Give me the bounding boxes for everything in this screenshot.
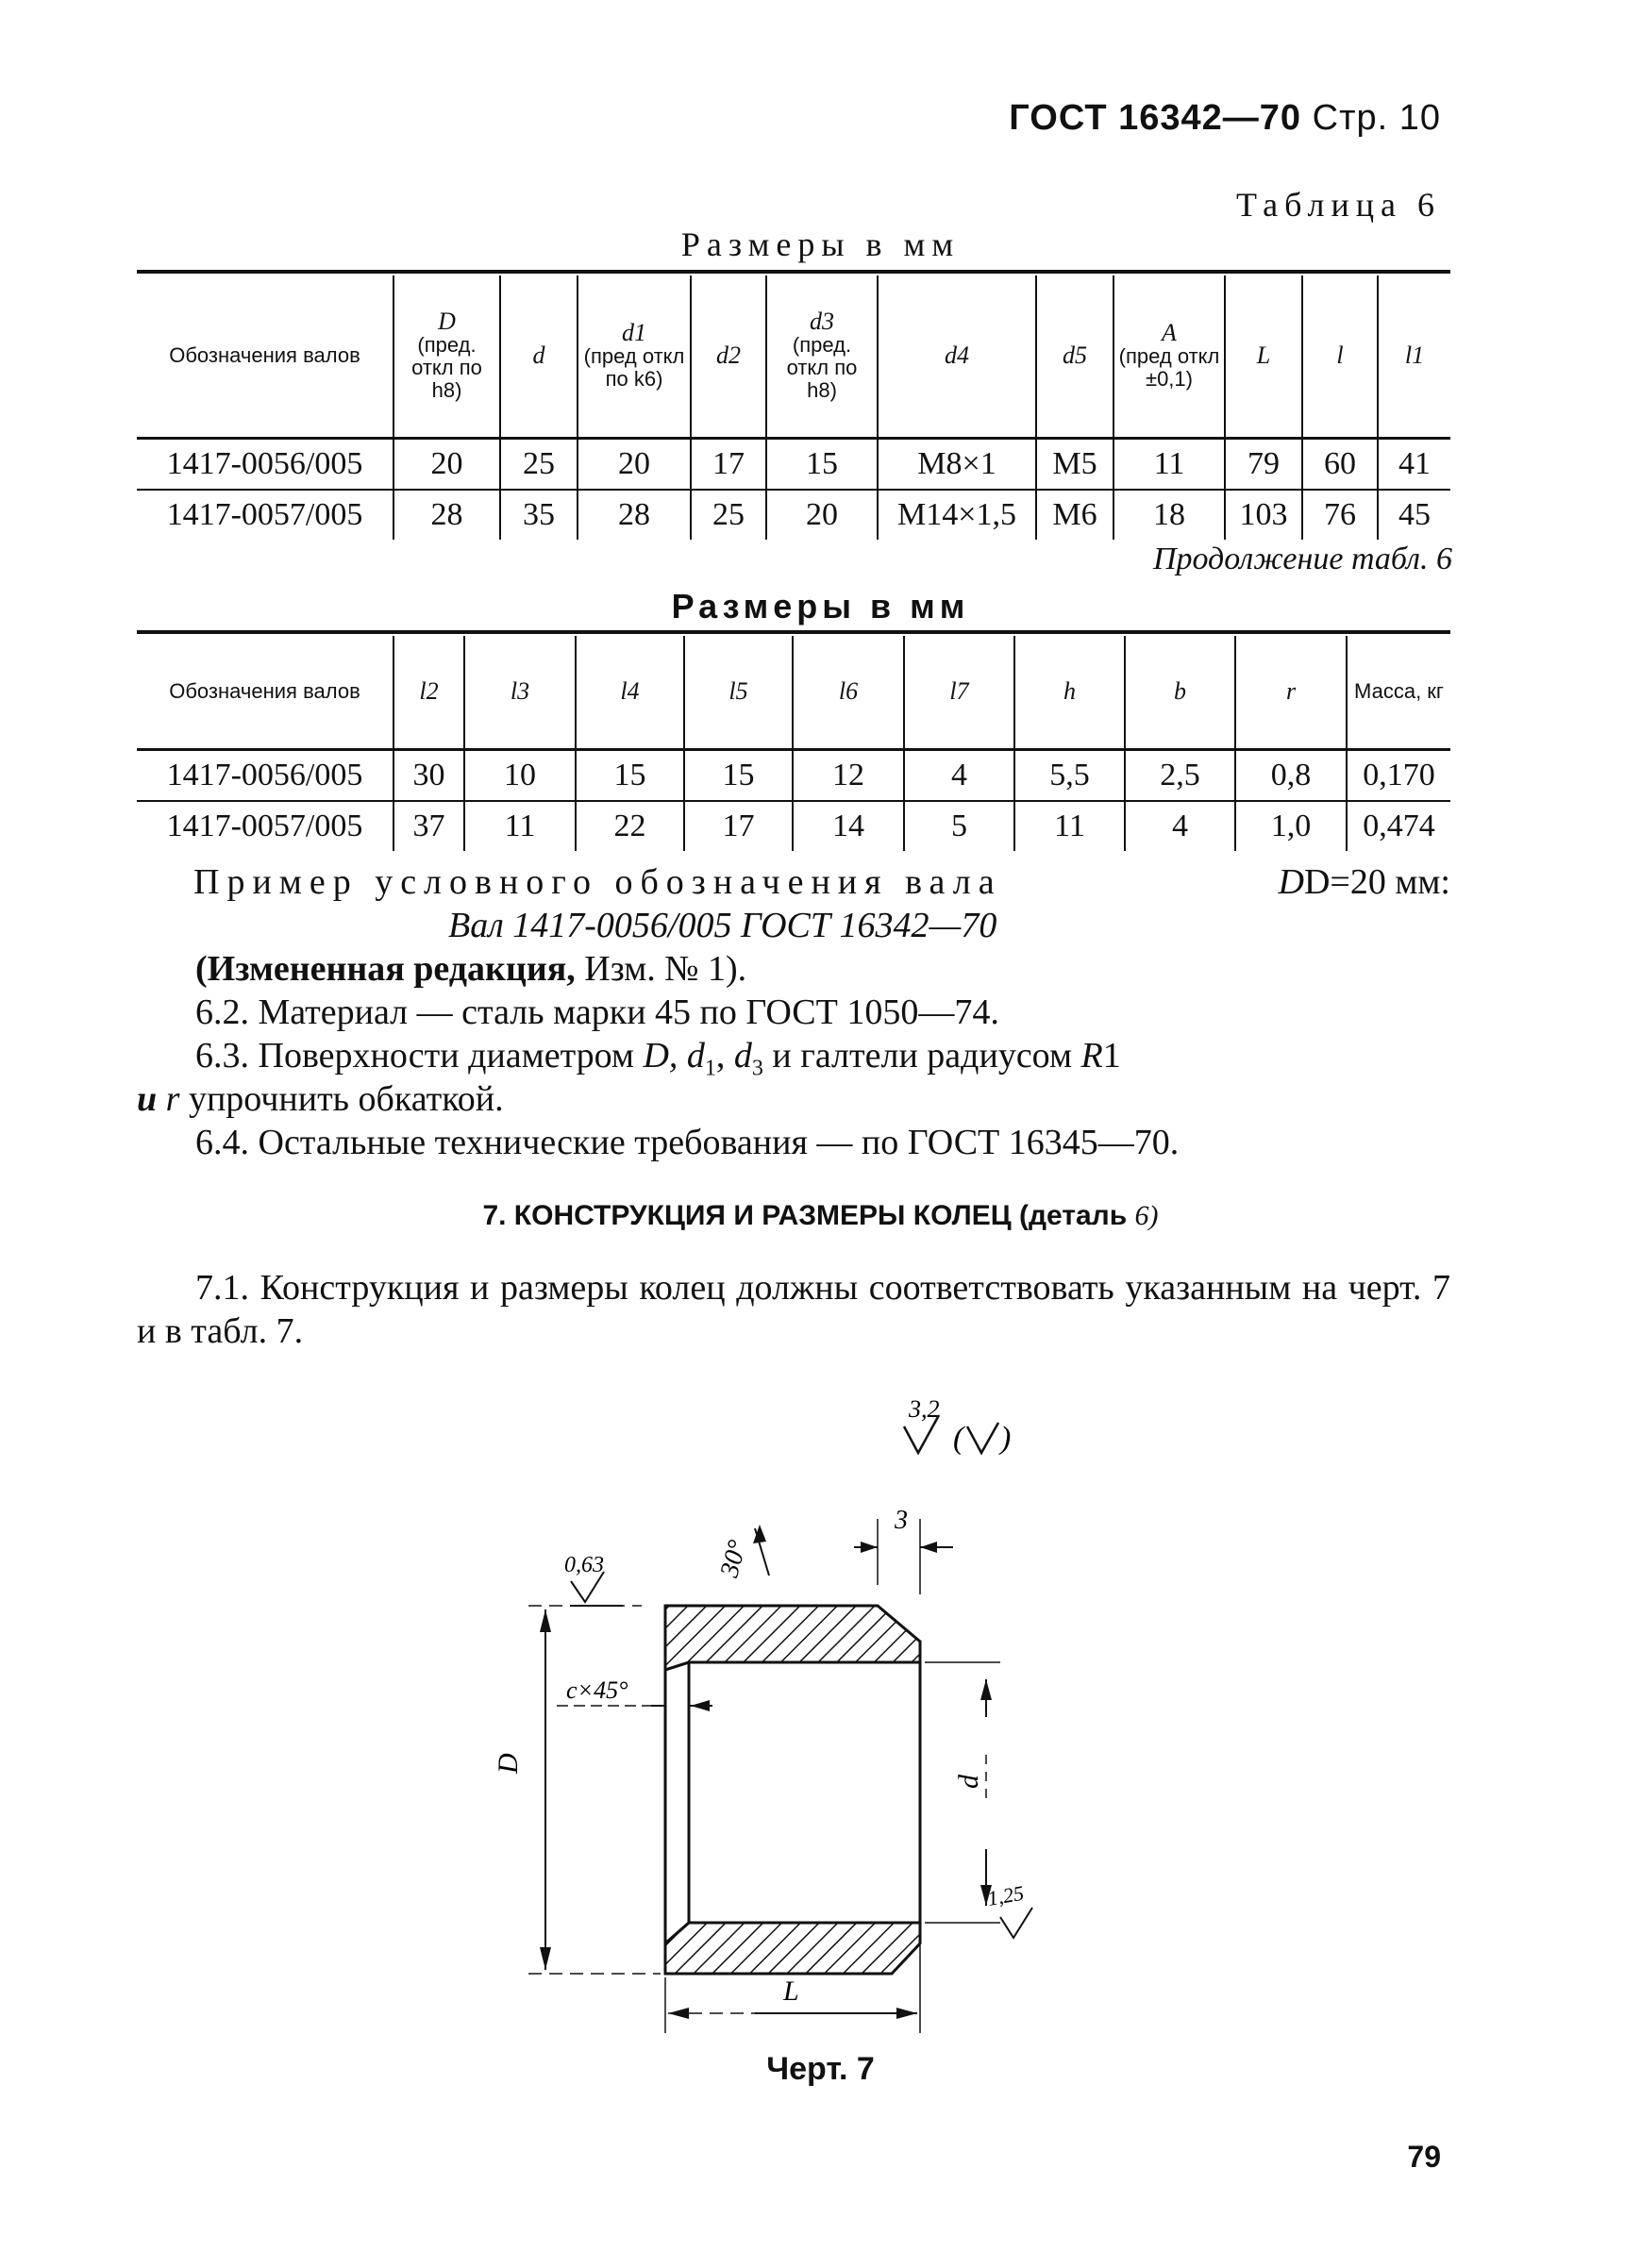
dimension-d-label: d <box>953 1775 984 1789</box>
paragraph-6-3-cont: и r упрочнить обкаткой. <box>137 1079 504 1119</box>
table-cell: M5 <box>1036 438 1114 490</box>
table-cell: 20 <box>578 438 691 490</box>
table-row <box>137 438 1450 490</box>
col-header-d5: d5 <box>1036 275 1114 438</box>
table-cell: M8×1 <box>878 438 1036 490</box>
table-cell: 1,0 <box>1235 801 1347 851</box>
table-top-rule <box>137 270 1450 274</box>
col-header-d3: d3 (пред. откл по h8) <box>766 275 878 438</box>
dimension-D-label: D <box>493 1753 524 1774</box>
example-line-1: Пример условного обозначения вала DD=20 мм: <box>193 862 1450 902</box>
col-header-l4: l4 <box>576 636 684 749</box>
col-header-designation: Обозначения валов <box>169 343 360 368</box>
amendment-rest: Изм. № 1). <box>584 949 747 989</box>
table-cell: 103 <box>1225 490 1302 540</box>
example-tail: D=20 мм: <box>1303 862 1450 902</box>
table-top-rule-cont <box>137 630 1450 634</box>
example-label: Пример условного обозначения вала <box>193 862 1002 902</box>
table-row <box>137 749 1450 801</box>
table-units: Размеры в мм <box>680 225 961 263</box>
col-header-l6: l6 <box>793 636 904 749</box>
table-cell: 76 <box>1302 490 1378 540</box>
angle-callout <box>714 1525 769 1581</box>
table-cell: 14 <box>793 801 904 851</box>
table-cell: 1417-0057/005 <box>137 801 394 851</box>
col-header-d4: d4 <box>878 275 1036 438</box>
table-cell: M14×1,5 <box>878 490 1036 540</box>
ring-drawing <box>0 1359 1641 2038</box>
paragraph-6-3: 6.3. Поверхности диаметром D, $d_1$, $d_3$ и галтели радиусом R1 <box>195 1036 1121 1081</box>
example-line-2: Вал 1417-0056/005 ГОСТ 16342—70 <box>448 906 997 945</box>
table-cell: 18 <box>1114 490 1225 540</box>
col-header-A: A (пред откл ±0,1) <box>1114 275 1225 438</box>
table-cell: 15 <box>766 438 878 490</box>
table-cell: 15 <box>684 749 793 801</box>
paragraph-6-4: 6.4. Остальные технические требования — по ГОСТ 16345—70. <box>195 1123 1180 1162</box>
table-cell: 15 <box>576 749 684 801</box>
svg-text:(: ( <box>953 1421 964 1456</box>
chamfer-width-label: 3 <box>895 1506 908 1535</box>
amendment-note <box>137 947 1450 991</box>
table-row <box>137 490 1450 540</box>
figure-caption: Черт. 7 <box>766 2051 875 2087</box>
table-caption: Таблица 6 <box>1236 186 1441 224</box>
dimension-chamfer-width <box>854 1506 953 1594</box>
col-header-b: b <box>1125 636 1235 749</box>
table-cell: 0,8 <box>1235 749 1347 801</box>
table-cell: 0,170 <box>1347 749 1450 801</box>
col-header-l7: l7 <box>904 636 1014 749</box>
table-cell: 17 <box>684 801 793 851</box>
paragraph-6-2: 6.2. Материал — сталь марки 45 по ГОСТ 1050—74. <box>195 992 999 1032</box>
table-cell: 28 <box>394 490 500 540</box>
table-cell: 35 <box>500 490 578 540</box>
table-cell: 1417-0057/005 <box>137 490 394 540</box>
dimension-D <box>493 1606 661 1974</box>
table-cell: 5,5 <box>1014 749 1125 801</box>
document-header <box>1009 98 1441 139</box>
table-cell: 17 <box>691 438 766 490</box>
table-cell: 1417-0056/005 <box>137 749 394 801</box>
ring-section-top <box>665 1606 920 1670</box>
angle-label: 30° <box>714 1537 753 1581</box>
table-cell: M6 <box>1036 490 1114 540</box>
dimension-d <box>925 1662 1000 1923</box>
col-header-l3: l3 <box>464 636 576 749</box>
standard-number: ГОСТ 16342—70 <box>1009 98 1302 138</box>
table-6 <box>137 275 1450 540</box>
col-header-r: r <box>1235 636 1347 749</box>
col-header-l1: l1 <box>1378 275 1450 438</box>
chamfer-label: c×45° <box>566 1676 628 1704</box>
table-cell: 30 <box>394 749 464 801</box>
table-cell: 20 <box>766 490 878 540</box>
table-cell: 45 <box>1378 490 1450 540</box>
col-header-h: h <box>1014 636 1125 749</box>
table-6-continuation <box>137 636 1450 851</box>
table-cell: 22 <box>576 801 684 851</box>
roughness-right-value: 1,25 <box>985 1880 1026 1910</box>
table-cell: 79 <box>1225 438 1302 490</box>
table-cell: 25 <box>500 438 578 490</box>
svg-text:): ) <box>1000 1421 1012 1456</box>
paragraph-7-1: 7.1. Конструкция и размеры колец должны соответствовать указанным на черт. 7 и в табл. 7. <box>137 1268 1450 1351</box>
table-cell: 10 <box>464 749 576 801</box>
table-cell: 0,474 <box>1347 801 1450 851</box>
table-cell: 11 <box>1114 438 1225 490</box>
ring-section-bottom <box>665 1923 920 1974</box>
table-cell: 20 <box>394 438 500 490</box>
roughness-main-icon <box>904 1395 1011 1456</box>
table-cell: 11 <box>1014 801 1125 851</box>
table-cell: 60 <box>1302 438 1378 490</box>
roughness-right-icon <box>986 1881 1032 1938</box>
amendment-bold: (Измененная редакция, <box>195 949 576 989</box>
table-cell: 41 <box>1378 438 1450 490</box>
col-header-l: l <box>1302 275 1378 438</box>
col-header-d: d <box>500 275 578 438</box>
table-cell: 37 <box>394 801 464 851</box>
col-header-D: D (пред. откл по h8) <box>394 275 500 438</box>
col-header-d1: d1 (пред откл по k6) <box>578 275 691 438</box>
dimension-L-label: L <box>783 1976 799 2007</box>
roughness-main-value: 3,2 <box>909 1395 940 1423</box>
table-cell: 25 <box>691 490 766 540</box>
col-header-designation: Обозначения валов <box>169 679 360 704</box>
col-header-mass: Масса, кг <box>1347 636 1450 749</box>
table-cell: 1417-0056/005 <box>137 438 394 490</box>
table-cell: 4 <box>1125 801 1235 851</box>
col-header-l5: l5 <box>684 636 793 749</box>
table-cell: 12 <box>793 749 904 801</box>
table-cell: 11 <box>464 801 576 851</box>
table-cell: 28 <box>578 490 691 540</box>
table-cell: 5 <box>904 801 1014 851</box>
page-number: 79 <box>1407 2140 1441 2174</box>
table-units-cont: Размеры в мм <box>671 587 970 625</box>
table-row <box>137 801 1450 851</box>
continuation-label: Продолжение табл. 6 <box>1152 542 1452 576</box>
section-7-title: 7. КОНСТРУКЦИЯ И РАЗМЕРЫ КОЛЕЦ (деталь 6) <box>482 1200 1159 1231</box>
page-label: Стр. 10 <box>1312 98 1441 138</box>
col-header-L: L <box>1225 275 1302 438</box>
roughness-left-icon <box>564 1553 623 1606</box>
col-header-l2: l2 <box>394 636 464 749</box>
col-header-d2: d2 <box>691 275 766 438</box>
roughness-left-value: 0,63 <box>564 1553 604 1577</box>
table-cell: 2,5 <box>1125 749 1235 801</box>
table-cell: 4 <box>904 749 1014 801</box>
